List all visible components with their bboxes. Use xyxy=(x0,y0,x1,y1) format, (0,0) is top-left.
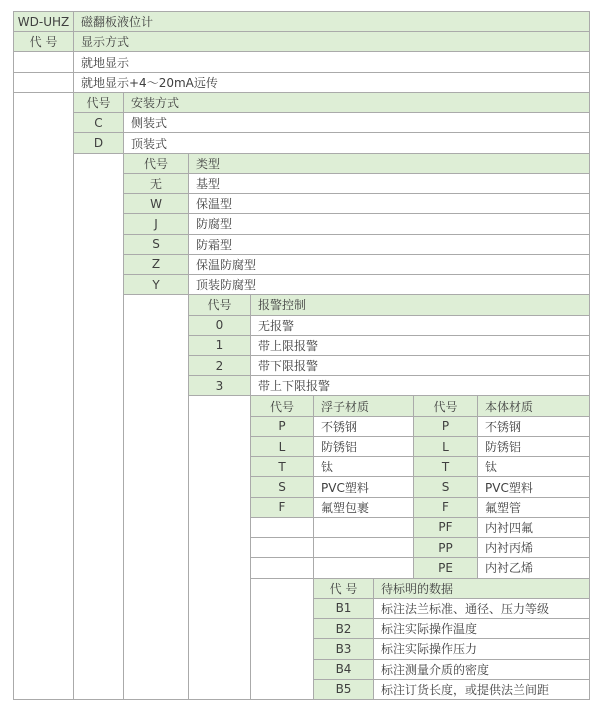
float-option3-code: S xyxy=(251,477,314,497)
body-option5-label: 内衬四氟 xyxy=(478,518,590,538)
indent-level0 xyxy=(14,93,74,700)
model-code: WD-UHZ xyxy=(14,12,74,32)
body-option2-label: 钛 xyxy=(478,457,590,477)
level2-option1-code: W xyxy=(124,194,189,214)
level2-code-header: 代号 xyxy=(124,154,189,174)
float-empty-cell xyxy=(251,538,314,558)
float-option1-label: 防锈铝 xyxy=(314,437,414,457)
level5-option0-label: 标注法兰标准、通径、压力等级 xyxy=(374,599,590,619)
level5-option2-code: B3 xyxy=(314,639,374,659)
level5-option4-label: 标注订货长度，或提供法兰间距 xyxy=(374,680,590,700)
level2-option2-label: 防腐型 xyxy=(189,214,590,234)
level2-option3-code: S xyxy=(124,235,189,255)
level1-option1-label: 顶装式 xyxy=(124,133,590,153)
float-material-code-header: 代号 xyxy=(251,396,314,416)
level2-option5-label: 顶装防腐型 xyxy=(189,275,590,295)
level1-code-header: 代号 xyxy=(74,93,124,113)
level3-option0-code: 0 xyxy=(189,316,251,336)
level3-code-header: 代号 xyxy=(189,295,251,315)
body-option0-code: P xyxy=(414,417,478,437)
level2-option4-label: 保温防腐型 xyxy=(189,255,590,275)
body-material-code-header: 代号 xyxy=(414,396,478,416)
level3-option3-code: 3 xyxy=(189,376,251,396)
level5-title: 待标明的数据 xyxy=(374,579,590,599)
body-option6-label: 内衬丙烯 xyxy=(478,538,590,558)
level1-option0-label: 侧装式 xyxy=(124,113,590,133)
float-empty-cell xyxy=(314,518,414,538)
level0-option0-code xyxy=(14,52,74,72)
level2-option4-code: Z xyxy=(124,255,189,275)
level3-option1-code: 1 xyxy=(189,336,251,356)
float-empty-cell xyxy=(251,518,314,538)
body-option3-code: S xyxy=(414,477,478,497)
model-selection-table xyxy=(13,11,590,700)
body-option5-code: PF xyxy=(414,518,478,538)
float-option2-label: 钛 xyxy=(314,457,414,477)
float-option0-code: P xyxy=(251,417,314,437)
float-empty-cell xyxy=(314,558,414,578)
body-option4-code: F xyxy=(414,498,478,518)
level3-option2-label: 带下限报警 xyxy=(251,356,590,376)
level0-code-header: 代 号 xyxy=(14,32,74,52)
level2-option2-code: J xyxy=(124,214,189,234)
level2-option5-code: Y xyxy=(124,275,189,295)
body-option7-code: PE xyxy=(414,558,478,578)
level2-option1-label: 保温型 xyxy=(189,194,590,214)
level3-option2-code: 2 xyxy=(189,356,251,376)
level5-code-header: 代 号 xyxy=(314,579,374,599)
level1-title: 安装方式 xyxy=(124,93,590,113)
level5-option3-code: B4 xyxy=(314,660,374,680)
level5-option4-code: B5 xyxy=(314,680,374,700)
level3-option0-label: 无报警 xyxy=(251,316,590,336)
level5-option2-label: 标注实际操作压力 xyxy=(374,639,590,659)
level1-option1-code: D xyxy=(74,133,124,153)
level5-option1-label: 标注实际操作温度 xyxy=(374,619,590,639)
level3-option3-label: 带上下限报警 xyxy=(251,376,590,396)
body-option1-label: 防锈铝 xyxy=(478,437,590,457)
body-option3-label: PVC塑料 xyxy=(478,477,590,497)
body-option1-code: L xyxy=(414,437,478,457)
body-material-title: 本体材质 xyxy=(478,396,590,416)
float-option4-code: F xyxy=(251,498,314,518)
level5-option3-label: 标注测量介质的密度 xyxy=(374,660,590,680)
level2-option0-code: 无 xyxy=(124,174,189,194)
float-empty-cell xyxy=(314,538,414,558)
level0-title: 显示方式 xyxy=(74,32,590,52)
indent-level1 xyxy=(74,154,124,700)
body-option2-code: T xyxy=(414,457,478,477)
level2-option0-label: 基型 xyxy=(189,174,590,194)
float-material-title: 浮子材质 xyxy=(314,396,414,416)
float-option0-label: 不锈钢 xyxy=(314,417,414,437)
body-option6-code: PP xyxy=(414,538,478,558)
level3-option1-label: 带上限报警 xyxy=(251,336,590,356)
level1-option0-code: C xyxy=(74,113,124,133)
body-option4-label: 氟塑管 xyxy=(478,498,590,518)
level2-title: 类型 xyxy=(189,154,590,174)
indent-level4 xyxy=(251,579,314,700)
indent-level3 xyxy=(189,396,251,700)
level5-option1-code: B2 xyxy=(314,619,374,639)
body-option0-label: 不锈钢 xyxy=(478,417,590,437)
indent-level2 xyxy=(124,295,189,700)
level3-title: 报警控制 xyxy=(251,295,590,315)
level0-option1-label: 就地显示+4～20mA远传 xyxy=(74,73,590,93)
float-option3-label: PVC塑料 xyxy=(314,477,414,497)
body-option7-label: 内衬乙烯 xyxy=(478,558,590,578)
level0-option0-label: 就地显示 xyxy=(74,52,590,72)
float-option1-code: L xyxy=(251,437,314,457)
level5-option0-code: B1 xyxy=(314,599,374,619)
level0-option1-code xyxy=(14,73,74,93)
product-name: 磁翻板液位计 xyxy=(74,12,590,32)
level2-option3-label: 防霜型 xyxy=(189,235,590,255)
float-empty-cell xyxy=(251,558,314,578)
float-option2-code: T xyxy=(251,457,314,477)
float-option4-label: 氟塑包裹 xyxy=(314,498,414,518)
